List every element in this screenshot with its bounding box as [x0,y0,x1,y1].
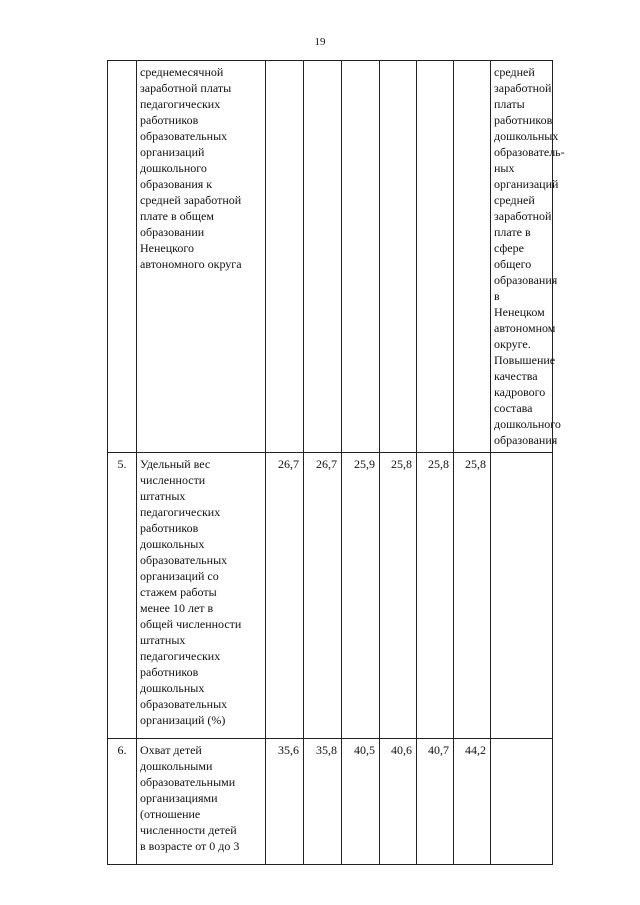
indicator-text: Удельный вес численности штатных педагогических работников дошкольных образовательных организаций со стажем работы менее 10 лет в общей численности штатных педагогических работников дошкольных образовательных организаций (%) [137,453,266,739]
indicator-text: среднемесячной заработной платы педагогических работников образовательных организаций дошкольного образования к средней заработной плате в общем образовании Ненецкого автономного округа [137,61,266,453]
indicator-text: Охват детей дошкольными образовательными организациями (отношение численности детей в возрасте от 0 до 3 [137,739,266,865]
value-cell: 35,8 [304,739,342,865]
indicators-table [107,60,565,865]
value-cell [454,61,491,453]
page-number: 19 [314,36,326,48]
table-row [108,61,553,453]
value-cell: 44,2 [454,739,491,865]
note-text [491,453,553,739]
row-number: 6. [108,739,137,865]
value-cell [304,61,342,453]
note-text: средней заработной платы работников дошкольных образователь- ных организаций средней заработной плате в сфере общего образования в Ненецком автономном округе. Повышение качества кадрового состава дошкольного образования [491,61,553,453]
value-cell: 25,8 [380,453,417,739]
table-row [108,453,553,739]
value-cell [266,61,304,453]
value-cell: 40,7 [417,739,454,865]
row-number: 5. [108,453,137,739]
value-cell [417,61,454,453]
value-cell [342,61,380,453]
row-number [108,61,137,453]
value-cell: 26,7 [304,453,342,739]
note-text [491,739,553,865]
value-cell: 25,8 [417,453,454,739]
value-cell [380,61,417,453]
table-row [108,739,553,865]
value-cell: 40,6 [380,739,417,865]
value-cell: 25,8 [454,453,491,739]
value-cell: 26,7 [266,453,304,739]
value-cell: 40,5 [342,739,380,865]
value-cell: 25,9 [342,453,380,739]
value-cell: 35,6 [266,739,304,865]
